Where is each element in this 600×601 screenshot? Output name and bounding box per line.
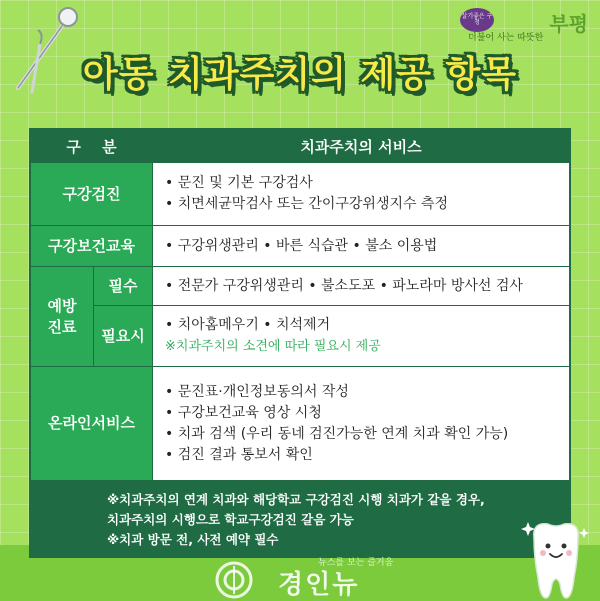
list-item: • 치과 검색 (우리 동네 검진가능한 연계 치과 확인 가능) xyxy=(165,425,509,442)
list-item: • 치아홈메우기 • 치석제거 xyxy=(165,317,331,333)
watermark-logo-icon xyxy=(214,560,254,600)
footer-note-line: ※치과 방문 전, 사전 예약 필수 xyxy=(107,532,279,547)
header-services: 치과주치의 서비스 xyxy=(300,137,422,156)
as-needed-note: ※치과주치의 소견에 따라 필요시 제공 xyxy=(165,339,381,354)
list-item: • 전문가 구강위생관리 • 불소도포 • 파노라마 방사선 검사 xyxy=(165,277,523,294)
category-prevention: 예방 진료 xyxy=(31,267,93,366)
cell-checkup xyxy=(153,163,569,225)
brand-name: 부평 xyxy=(549,12,588,36)
brand-tagline: 더불어 사는 따뜻한 xyxy=(468,33,544,43)
header-category: 구 분 xyxy=(66,137,117,156)
brand-logo xyxy=(460,6,588,46)
subcategory-required: 필수 xyxy=(94,267,152,305)
category-checkup: 구강검진 xyxy=(31,163,152,225)
tooth-character-icon xyxy=(520,518,592,601)
list-item: • 치면세균막검사 또는 간이구강위생지수 측정 xyxy=(165,196,449,212)
category-online: 온라인서비스 xyxy=(31,367,152,480)
list-item: • 문진표·개인정보동의서 작성 xyxy=(165,383,349,400)
list-item: • 구강위생관리 • 바른 식습관 • 불소 이용법 xyxy=(165,237,438,254)
cell-as-needed xyxy=(153,306,569,366)
cell-required xyxy=(153,267,569,305)
page-title: 아동 치과주치의 제공 항목 xyxy=(82,54,518,95)
footer-note-line: ※치과주치의 연계 치과와 해당학교 구강검진 시행 치과가 같을 경우, xyxy=(107,492,485,507)
watermark-subtitle: 뉴스를 보는 즐거움 xyxy=(318,558,394,568)
list-item: • 구강보건교육 영상 시청 xyxy=(165,404,322,421)
category-education: 구강보건교육 xyxy=(31,226,152,266)
subcategory-as-needed: 필요시 xyxy=(94,306,152,366)
cell-online xyxy=(153,367,569,480)
list-item: • 검진 결과 통보서 확인 xyxy=(165,446,313,463)
cell-education xyxy=(153,226,569,266)
list-item: • 문진 및 기본 구강검사 xyxy=(165,175,313,191)
services-table xyxy=(29,128,571,558)
watermark-name: 경인뉴 xyxy=(278,570,360,600)
footer-note-line: 치과주치의 시행으로 학교구강검진 갈음 가능 xyxy=(107,512,354,527)
brand-badge: 살기좋은 구청 xyxy=(460,8,494,32)
footer-notes xyxy=(31,482,569,556)
